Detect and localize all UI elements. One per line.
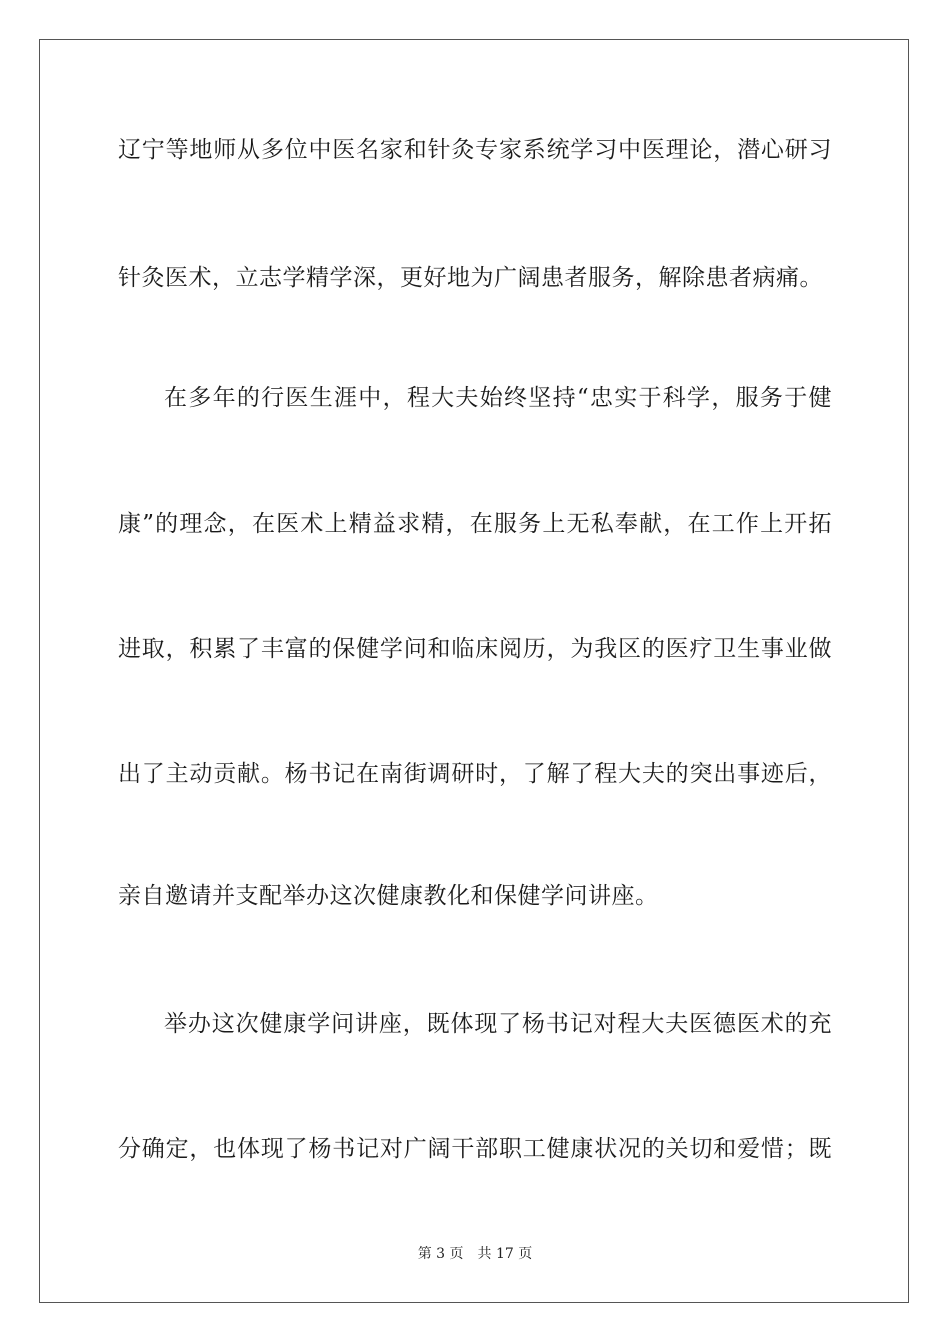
paragraph-line: 亲自邀请并支配举办这次健康教化和保健学问讲座。 (118, 883, 659, 909)
total-pages: 共 17 页 (477, 1246, 533, 1262)
paragraph-line: 分确定，也体现了杨书记对广阔干部职工健康状况的关切和爱惜；既 (118, 1136, 832, 1162)
page-number: 第 3 页 (417, 1246, 464, 1262)
page-footer (0, 1245, 950, 1263)
paragraph-line: 进取，积累了丰富的保健学问和临床阅历，为我区的医疗卫生事业做 (118, 636, 832, 662)
page-border (39, 39, 909, 1303)
paragraph-line: 出了主动贡献。杨书记在南街调研时，了解了程大夫的突出事迹后， (118, 761, 832, 787)
paragraph-line: 举办这次健康学问讲座，既体现了杨书记对程大夫医德医术的充 (164, 1011, 832, 1037)
paragraph-line: 康”的理念，在医术上精益求精，在服务上无私奉献，在工作上开拓 (118, 511, 832, 537)
paragraph-line: 针灸医术，立志学精学深，更好地为广阔患者服务，解除患者病痛。 (118, 265, 823, 291)
paragraph-line: 辽宁等地师从多位中医名家和针灸专家系统学习中医理论，潜心研习 (118, 137, 832, 163)
paragraph-line: 在多年的行医生涯中，程大夫始终坚持“忠实于科学，服务于健 (164, 385, 832, 411)
